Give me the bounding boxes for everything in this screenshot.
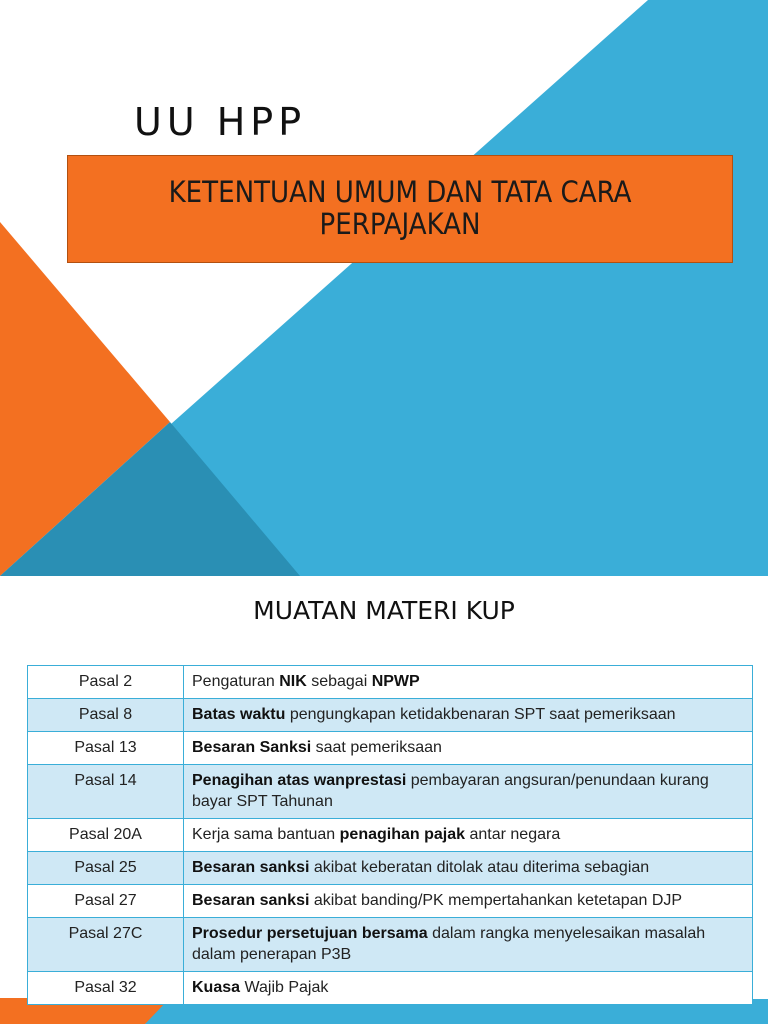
bold-text: Kuasa (192, 979, 241, 996)
materi-cell (184, 699, 753, 732)
content-slide (0, 576, 768, 1024)
bold-text: penagihan pajak (339, 826, 466, 843)
bold-text: Besaran Sanksi (192, 739, 312, 756)
materi-cell (184, 972, 753, 1005)
materi-cell (184, 918, 753, 972)
bold-text: Besaran sanksi (192, 859, 310, 876)
content-title: MUATAN MATERI KUP (253, 596, 515, 625)
text: antar negara (465, 826, 561, 843)
materi-cell (184, 765, 753, 819)
table-row (28, 732, 753, 765)
pasal-cell: Pasal 32 (28, 972, 184, 1005)
materi-cell (184, 852, 753, 885)
table-row (28, 852, 753, 885)
pasal-cell: Pasal 25 (28, 852, 184, 885)
materi-cell (184, 666, 753, 699)
bold-text: Batas waktu (192, 706, 286, 723)
bold-text: Prosedur persetujuan bersama (192, 925, 428, 942)
materi-cell (184, 732, 753, 765)
text: dalam rangka menyelesaikan masalah dalam penerapan P3B (192, 925, 706, 963)
bold-text: Penagihan atas wanprestasi (192, 772, 407, 789)
table-row (28, 972, 753, 1005)
text: akibat banding/PK mempertahankan ketetapan DJP (309, 892, 683, 909)
pasal-cell: Pasal 13 (28, 732, 184, 765)
pasal-cell: Pasal 14 (28, 765, 184, 819)
table-row (28, 666, 753, 699)
subtitle-box (67, 155, 733, 263)
table-row (28, 699, 753, 732)
bold-text: NPWP (371, 673, 420, 690)
text: sebagai (306, 673, 372, 690)
table-row (28, 918, 753, 972)
pasal-cell: Pasal 2 (28, 666, 184, 699)
materi-cell (184, 819, 753, 852)
text: Kerja sama bantuan (192, 826, 340, 843)
pasal-cell: Pasal 8 (28, 699, 184, 732)
text: pengungkapan ketidakbenaran SPT saat pemeriksaan (285, 706, 676, 723)
table-row (28, 819, 753, 852)
slide-title: UU HPP (134, 100, 307, 144)
table-row (28, 765, 753, 819)
bold-text: NIK (279, 673, 307, 690)
text: Pengaturan (192, 673, 280, 690)
text: pembayaran angsuran/penundaan kurang bayar SPT Tahunan (192, 772, 709, 810)
text: Wajib Pajak (240, 979, 329, 996)
materi-cell (184, 885, 753, 918)
pasal-cell: Pasal 27 (28, 885, 184, 918)
bold-text: Besaran sanksi (192, 892, 310, 909)
pasal-cell: Pasal 27C (28, 918, 184, 972)
pasal-cell: Pasal 20A (28, 819, 184, 852)
text: akibat keberatan ditolak atau diterima sebagian (309, 859, 650, 876)
table-row (28, 885, 753, 918)
materi-table-body (28, 666, 753, 1005)
text: saat pemeriksaan (311, 739, 442, 756)
materi-table (27, 665, 753, 1005)
slide-subtitle: KETENTUAN UMUM DAN TATA CARA PERPAJAKAN (168, 175, 632, 241)
